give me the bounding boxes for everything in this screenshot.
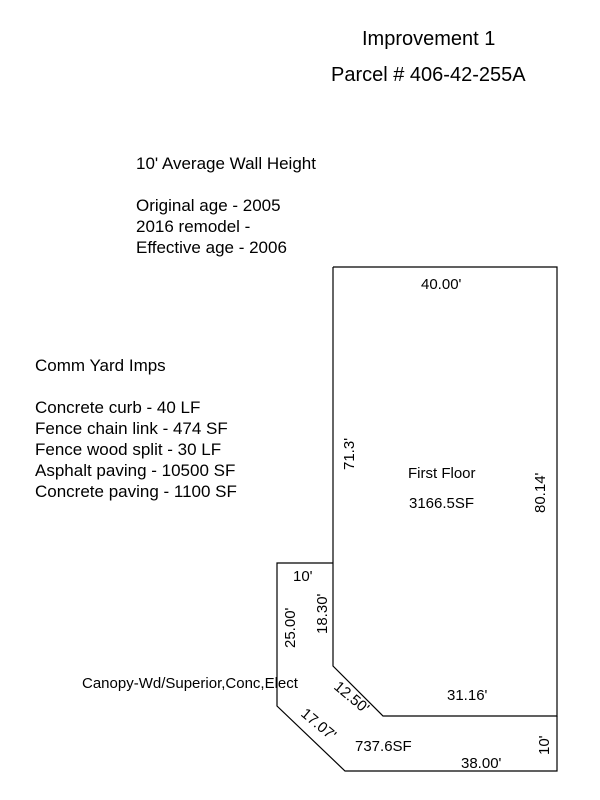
yard-imp-item: Fence wood split - 30 LF — [35, 440, 222, 459]
canopy-dim-right: 10' — [536, 735, 553, 755]
yard-imp-item: Concrete paving - 1100 SF — [35, 482, 237, 501]
yard-imp-item: Concrete curb - 40 LF — [35, 398, 201, 417]
canopy-label: Canopy-Wd/Superior,Conc,Elect — [82, 675, 298, 692]
remodel-note: 2016 remodel - — [136, 217, 251, 236]
original-age-note: Original age - 2005 — [136, 196, 281, 215]
canopy-dim-diagonal: 17.07' — [297, 705, 340, 745]
dim-diagonal: 12.50' — [330, 678, 373, 718]
dim-top: 40.00' — [421, 276, 462, 293]
wall-height-note: 10' Average Wall Height — [136, 154, 316, 173]
improvement-title: Improvement 1 — [362, 28, 496, 50]
canopy-area: 737.6SF — [355, 738, 412, 755]
canopy-dim-left: 25.00' — [282, 607, 299, 648]
dim-left: 71.3' — [341, 437, 358, 470]
first-floor-area: 3166.5SF — [409, 495, 475, 512]
yard-imp-item: Asphalt paving - 10500 SF — [35, 461, 236, 480]
dim-right: 80.14' — [532, 472, 549, 513]
first-floor-label: First Floor — [408, 465, 476, 482]
yard-imp-item: Fence chain link - 474 SF — [35, 419, 228, 438]
first-floor-outline — [333, 267, 557, 716]
effective-age-note: Effective age - 2006 — [136, 238, 287, 257]
yard-imps-heading: Comm Yard Imps — [35, 356, 166, 375]
dim-notch-top: 10' — [293, 568, 313, 585]
canopy-dim-bottom: 38.00' — [461, 755, 502, 772]
dim-bottom: 31.16' — [447, 687, 488, 704]
parcel-number: Parcel # 406-42-255A — [331, 64, 526, 86]
dim-notch-left: 18.30' — [314, 593, 331, 634]
